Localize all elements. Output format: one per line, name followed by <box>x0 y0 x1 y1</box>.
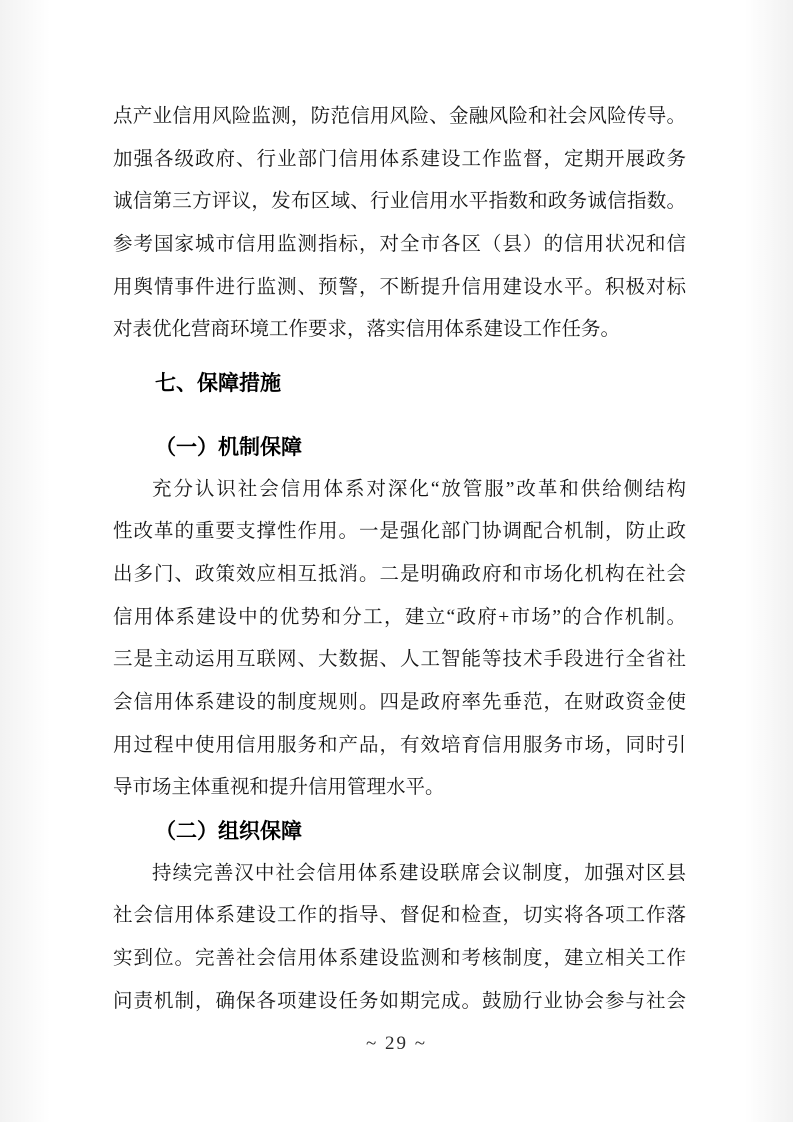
body-line: 持续完善汉中社会信用体系建设联席会议制度，加强对区县 <box>152 862 686 884</box>
body-line: 充分认识社会信用体系对深化“放管服”改革和供给侧结构 <box>152 478 686 500</box>
body-line: 加强各级政府、行业部门信用体系建设工作监督，定期开展政务 <box>113 148 686 170</box>
paragraph <box>113 96 686 352</box>
body-line: 出多门、政策效应相互抵消。二是明确政府和市场化机构在社会 <box>113 563 686 585</box>
paragraph <box>113 469 686 811</box>
body-line: 社会信用体系建设工作的指导、督促和检查，切实将各项工作落 <box>113 905 686 927</box>
body-line: 三是主动运用互联网、大数据、人工智能等技术手段进行全省社 <box>113 649 686 671</box>
body-line: 用过程中使用信用服务和产品，有效培育信用服务市场，同时引 <box>113 734 686 756</box>
body-line: 点产业信用风险监测，防范信用风险、金融风险和社会风险传导。 <box>113 106 686 127</box>
body-line: 实到位。完善社会信用体系建设监测和考核制度，建立相关工作 <box>113 948 686 970</box>
paragraph <box>113 853 686 1024</box>
body-line: 性改革的重要支撑性作用。一是强化部门协调配合机制，防止政 <box>113 521 686 543</box>
body-line: 参考国家城市信用监测指标，对全市各区（县）的信用状况和信 <box>113 234 686 256</box>
body-line: 会信用体系建设的制度规则。四是政府率先垂范，在财政资金使 <box>113 691 686 713</box>
body-line: 信用体系建设中的优势和分工，建立“政府+市场”的合作机制。 <box>113 606 686 628</box>
body-line: 诚信第三方评议，发布区域、行业信用水平指数和政务诚信指数。 <box>113 191 686 213</box>
body-line: 导市场主体重视和提升信用管理水平。 <box>113 777 445 799</box>
subsection-heading: （二）组织保障 <box>155 819 302 843</box>
body-line: 对表优化营商环境工作要求，落实信用体系建设工作任务。 <box>113 319 621 341</box>
section-heading: 七、保障措施 <box>155 372 281 396</box>
page-content <box>113 96 686 1023</box>
page-number: ~ 29 ~ <box>365 1033 428 1054</box>
subsection-heading: （一）机制保障 <box>155 434 302 459</box>
body-line: 用舆情事件进行监测、预警，不断提升信用建设水平。积极对标 <box>113 276 686 298</box>
body-line: 问责机制，确保各项建设任务如期完成。鼓励行业协会参与社会 <box>113 990 686 1012</box>
